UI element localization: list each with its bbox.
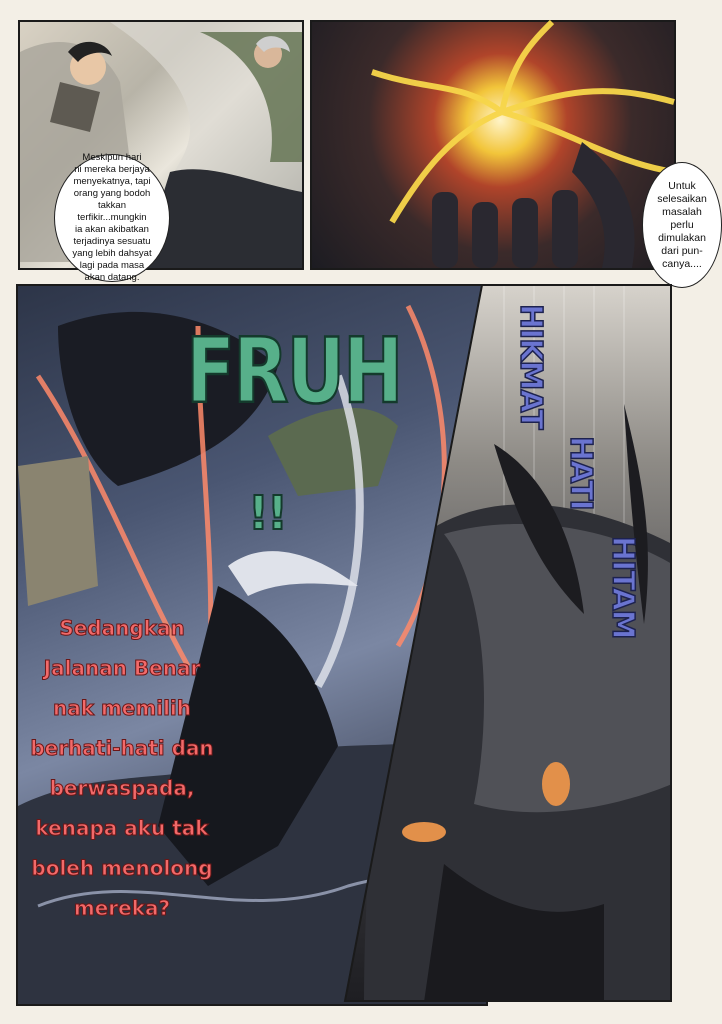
narration-text — [22, 608, 222, 928]
bubble-line: Untuk — [668, 179, 696, 192]
panel-2-artwork — [312, 22, 674, 268]
panel-4-border — [344, 284, 672, 1002]
title-word-2: HATI — [563, 436, 598, 510]
title-word-1: HIKMAT — [513, 304, 548, 429]
bubble-line: akan datang. — [84, 272, 140, 283]
narration-line: boleh menolong — [31, 856, 213, 880]
panel-1-fight-scene — [18, 20, 304, 283]
bubble-line: menyekatnya, tapi — [73, 176, 151, 187]
bubble-line: ni mereka berjaya — [74, 164, 150, 175]
panel-2-glowing-hand — [310, 20, 707, 270]
narration-line: berhati-hati dan — [30, 736, 214, 760]
narration-line: kenapa aku tak — [35, 816, 209, 840]
sound-effect-exclaim: !! — [248, 486, 286, 540]
title-word-3: HITAM — [605, 536, 640, 639]
bubble-line: Meskipun hari — [82, 152, 142, 163]
bubble-line: selesaikan — [657, 192, 707, 205]
narration-line: mereka? — [73, 896, 171, 920]
narration-line: nak memilih — [52, 696, 192, 720]
sound-effect-fruh: FRUH — [186, 318, 402, 423]
speech-bubble — [642, 162, 722, 288]
bubble-line: orang yang bodoh — [73, 188, 151, 199]
bubble-line: yang lebih dahsyat — [72, 248, 152, 259]
bubble-line: ia akan akibatkan — [75, 224, 149, 235]
narration-line: Sedangkan — [59, 616, 185, 640]
bubble-line: canya.... — [662, 257, 702, 270]
bubble-line: perlu — [670, 218, 694, 231]
bubble-line: dimulakan — [658, 231, 706, 244]
bubble-line: masalah — [662, 205, 702, 218]
bubble-line: terjadinya sesuatu — [73, 236, 151, 247]
narration-line: Jalanan Benar — [43, 656, 201, 680]
narration-line: berwaspada, — [49, 776, 195, 800]
bubble-line: lagi pada masa — [79, 260, 145, 271]
speech-bubble — [54, 154, 170, 282]
bubble-line: takkan terfikir...mungkin — [77, 200, 147, 223]
bubble-line: dari pun- — [661, 244, 703, 257]
